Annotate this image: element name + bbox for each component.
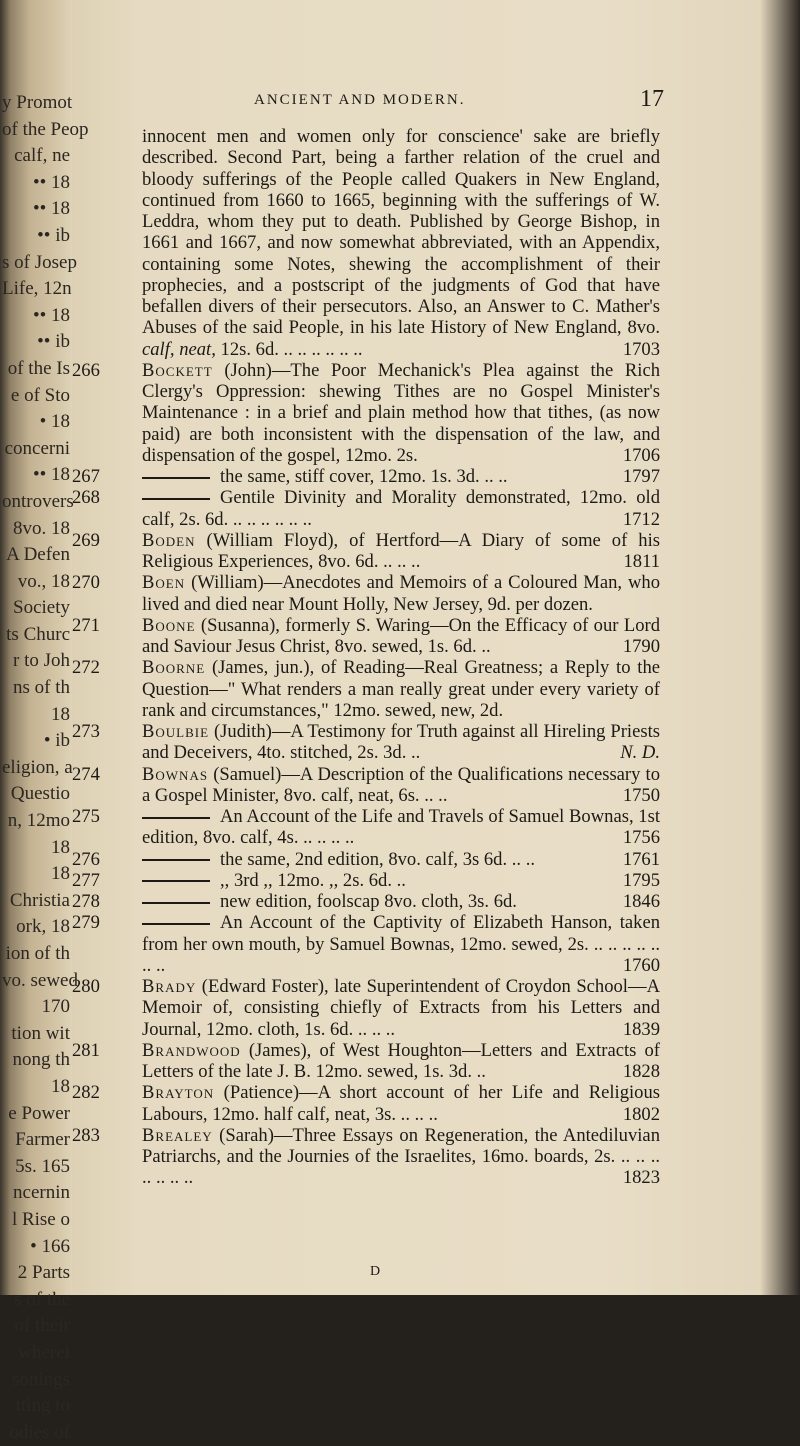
bleed-line: •• 18 (32, 304, 70, 326)
entry-number: 271 (72, 614, 100, 636)
bleed-line: ns of th (13, 677, 70, 699)
entry-number: 274 (72, 763, 100, 785)
bleed-line: nong th (12, 1049, 70, 1071)
entry-description: (William)—Anecdotes and Memoirs of a Coloured Man, who lived and died near Mount Holly, New Jersey, 9d. per dozen. (142, 572, 661, 615)
bleed-line: 18 (51, 1075, 70, 1097)
bleed-line: tion wit (11, 1022, 70, 1044)
entry-body (142, 1082, 660, 1125)
entry-number: 273 (72, 721, 100, 742)
catalogue-entry (72, 1082, 660, 1125)
bleed-line: 170 (41, 996, 70, 1018)
signature-mark: D (370, 1264, 381, 1279)
bleed-line: 8vo. 18 (13, 517, 70, 539)
entry-description: (Susanna), formerly S. Waring—On the Efficacy of our Lord and Saviour Jesus Christ, 8vo. sewed, 1s. 6d. .. (142, 614, 660, 657)
ditto-rule (142, 880, 210, 882)
bleed-line: eligion, a (2, 756, 73, 778)
entry-year: 1823 (622, 1167, 660, 1189)
entry-body (142, 912, 660, 976)
entry-year: 1811 (623, 551, 660, 572)
entry-description: the same, stiff cover, 12mo. 1s. 3d. .. .. (220, 466, 508, 487)
author-surname: Bockett (142, 359, 213, 381)
author-surname: Boorne (142, 657, 206, 679)
bleed-line: ncernin (13, 1182, 70, 1204)
entry-description: An Account of the Captivity of Elizabeth Hanson, taken from her own mouth, by Samuel Bownas, 12mo. sewed, 2s. .. .. .. .. .. .. .. (142, 912, 660, 976)
entry-number: 277 (72, 869, 100, 891)
leaders: .. .. .. .. .. .. (283, 338, 363, 360)
catalogue-entry (72, 487, 660, 530)
entry-year: 1846 (622, 891, 660, 912)
ditto-rule (142, 817, 210, 819)
entry-body (142, 891, 660, 912)
catalogue-entry (72, 721, 660, 764)
catalogue-text (72, 126, 661, 1189)
ditto-rule (142, 902, 210, 904)
bleed-line: s of the (14, 1288, 70, 1310)
bleed-line: •• 18 (32, 464, 70, 486)
entry-year: 1795 (622, 869, 660, 891)
bleed-line: of the Peop (2, 118, 89, 140)
bleed-line: 18 (51, 863, 70, 885)
bleed-line: 18 (51, 836, 70, 858)
entry-description: (William Floyd), of Hertford—A Diary of some of his Religious Experiences, 8vo. 6d. .. .. .. (142, 529, 660, 572)
entry-year: 1756 (622, 827, 660, 849)
bleed-line: s of Josep (2, 251, 77, 273)
catalogue-entry (72, 529, 660, 573)
entry-year: N. D. (620, 742, 660, 764)
catalogue-entry (72, 806, 660, 849)
entry-body (142, 487, 660, 530)
entry-description: (Patience)—A short account of her Life and Religious Labours, 12mo. half calf, neat, 3s. .. .. .. (142, 1082, 660, 1125)
author-surname: Brealey (142, 1124, 213, 1146)
entry-body (142, 870, 660, 891)
entry-number: 270 (72, 572, 100, 594)
entry-number: 266 (72, 359, 100, 381)
entry-list (72, 359, 661, 1189)
entry-year: 1797 (622, 466, 660, 487)
entry-description: (John)—The Poor Mechanick's Plea against the Rich Clergy's Oppression: shewing Tithes are no Gospel Minister's Maintenance : in a brief and plain method how that tithes, (as now paid) are both inconsistent with the dispensation of the law, and dispensation of the gospel, 12mo. 2s. (142, 359, 660, 466)
bleed-line: 5s. 165 (15, 1155, 70, 1177)
entry-year: 1712 (622, 508, 660, 530)
entry-body (142, 1125, 660, 1189)
entry-body (142, 466, 660, 487)
entry-year: 1760 (622, 954, 660, 976)
author-surname: Brandwood (142, 1039, 241, 1061)
bleed-line: Farmer (15, 1129, 70, 1151)
bleed-line: A Defen (6, 544, 70, 566)
entry-number: 276 (72, 848, 100, 870)
entry-description: (Sarah)—Three Essays on Regeneration, the Antediluvian Patriarchs, and the Journies of the Israelites, 16mo. boards, 2s. .. .. .. .. .. .. .. (142, 1124, 660, 1189)
catalogue-entry (72, 572, 661, 615)
ditto-rule (142, 923, 210, 925)
bleed-line: 18 (51, 703, 70, 725)
bleed-line: of the Is (7, 357, 70, 379)
author-surname: Boone (142, 614, 196, 636)
running-header (232, 86, 664, 118)
bleed-line: n, 12mo (7, 810, 70, 832)
entry-body (142, 1040, 660, 1083)
bleed-line: •• ib (37, 331, 70, 353)
bleed-line: calf, ne (14, 145, 70, 167)
entry-body (142, 721, 660, 764)
entry-year: 1761 (622, 848, 660, 870)
bleed-line: vo., 18 (17, 570, 70, 592)
entry-number: 272 (72, 657, 100, 679)
entry-number: 283 (72, 1124, 100, 1146)
page-number: 17 (640, 86, 664, 112)
entry-year: 1839 (622, 1018, 660, 1040)
entry-description: (Samuel)—A Description of the Qualifications necessary to a Gospel Minister, 8vo. calf, neat, 6s. .. .. (142, 763, 660, 806)
entry-number: 267 (72, 466, 100, 487)
entry-number: 268 (72, 487, 100, 509)
entry-description: the same, 2nd edition, 8vo. calf, 3s 6d. .. .. (220, 848, 536, 870)
entry-description: (Edward Foster), late Superintendent of Croydon School—A Memoir of, consisting chiefly of Extracts from his Letters and Journal, 12mo. cloth, 1s. 6d. .. .. .. (142, 976, 660, 1040)
bleed-line: concerni (4, 437, 70, 459)
bleed-line: e of Sto (10, 384, 70, 406)
entry-body (142, 764, 660, 807)
bleed-line: r to Joh (13, 650, 70, 672)
entry-year: 1828 (622, 1061, 660, 1082)
bleed-line: Life, 12n (2, 278, 72, 300)
entry-body (142, 615, 660, 658)
bleed-line: ork, 18 (16, 916, 70, 938)
bleed-line: ontrovers (2, 490, 74, 512)
bleed-line: wherei (18, 1341, 70, 1363)
catalogue-entry (72, 891, 660, 912)
ditto-rule (142, 859, 210, 861)
author-surname: Boen (142, 572, 186, 594)
bleed-line: Christia (9, 889, 70, 911)
catalogue-entry (72, 614, 660, 658)
entry-number: 269 (72, 529, 100, 551)
bleed-line: sonings (11, 1368, 70, 1390)
entry-description: (Judith)—A Testimony for Truth against all Hireling Priests and Deceivers, 4to. stitched, 2s. 3d. .. (142, 721, 660, 764)
bleed-line: vo. sewed (2, 969, 78, 991)
entry-number: 279 (72, 912, 100, 934)
entry-number: 278 (72, 891, 100, 912)
running-title: ANCIENT AND MODERN. (254, 92, 466, 108)
entry-number: 282 (72, 1082, 100, 1104)
entry-body (142, 572, 660, 615)
author-surname: Brayton (142, 1082, 215, 1104)
catalogue-entry (72, 1039, 661, 1083)
price: 12s. 6d. (220, 338, 279, 360)
entry-description: ,, 3rd ,, 12mo. ,, 2s. 6d. .. (220, 869, 406, 891)
bleed-line: 2 Parts (17, 1262, 70, 1284)
entry-description: new edition, foolscap 8vo. cloth, 3s. 6d. (220, 891, 517, 912)
entry-year: 1750 (622, 784, 660, 806)
entry-number: 280 (72, 976, 100, 997)
bleed-line: •• ib (37, 224, 70, 246)
bleed-line: of their (14, 1315, 70, 1337)
author-surname: Bownas (142, 763, 209, 785)
continued-entry-text: innocent men and women only for conscience' sake are briefly described. Second Part, being a farther relation of the cruel and bloody sufferings of the People called Quakers in New England, continued from 1660 to 1665, beginning with the sufferings of W. Leddra, whom they put to death. Published by George Bishop, in 1661 and 1667, and now somewhat abbreviated, with an Appendix, containing some Notes, shewing the accomplishment of their prophecies, and a postscript of the judgments of God that have befallen divers of their persecutors. Also, an Answer to C. Mather's Abuses of the said People, in his late History of New England, 8vo. (142, 126, 660, 339)
entry-body (142, 806, 660, 849)
author-surname: Boden (142, 529, 196, 551)
entry-body (142, 657, 660, 721)
entry-year: 1706 (622, 444, 660, 466)
bleed-line: •• 18 (32, 198, 70, 220)
bleed-line: tting to (15, 1395, 70, 1417)
author-surname: Boulbie (142, 721, 210, 742)
entry-body (142, 849, 660, 870)
catalogue-entry (72, 763, 660, 807)
entry-number: 281 (72, 1039, 100, 1061)
catalogue-entry (72, 976, 660, 1040)
bleed-line: Society (13, 597, 70, 619)
bleed-line: e Power (8, 1102, 70, 1124)
bleed-line: • 166 (30, 1235, 70, 1257)
binding: calf, (142, 338, 175, 360)
entry-description: (James, jun.), of Reading—Real Greatness; a Reply to the Question—" What renders a man really great under every variety of rank and circumstances," 12mo. sewed, new, 2d. (142, 657, 660, 721)
bleed-line: ts Churc (6, 623, 70, 645)
catalogue-entry (72, 912, 660, 976)
ditto-rule (142, 498, 210, 500)
continued-entry (142, 126, 660, 360)
bleed-line: • ib (43, 730, 70, 752)
catalogue-entry (72, 466, 660, 487)
ditto-rule (142, 477, 210, 479)
bleed-line: ion of th (5, 943, 70, 964)
entry-body (142, 976, 660, 1040)
catalogue-entry (72, 848, 660, 870)
entry-description: An Account of the Life and Travels of Samuel Bownas, 1st edition, 8vo. calf, 4s. .. .. .. .. (142, 806, 660, 849)
bleed-line: • 18 (39, 411, 70, 433)
entry-number: 275 (72, 806, 100, 827)
bleed-line: y Promot (2, 92, 73, 113)
entry-year: 1802 (622, 1103, 660, 1125)
bleed-line: odies of (9, 1421, 70, 1443)
catalogue-entry (72, 1124, 660, 1189)
entry-year: 1790 (622, 636, 660, 657)
year: 1703 (622, 338, 660, 360)
catalogue-entry (72, 359, 660, 466)
entry-body (142, 360, 660, 466)
catalogue-entry (72, 657, 660, 721)
author-surname: Brady (142, 976, 197, 997)
bleed-line: l Rise o (11, 1208, 70, 1230)
bleed-line: •• 18 (32, 171, 70, 193)
catalogue-entry (72, 869, 660, 891)
entry-body (142, 530, 660, 573)
condition: neat, (179, 338, 216, 360)
entry-description: Gentile Divinity and Morality demonstrated, 12mo. old calf, 2s. 6d. .. .. .. .. .. .. (142, 487, 660, 530)
bleed-line: Questio (10, 783, 70, 805)
entry-description: (James), of West Houghton—Letters and Extracts of Letters of the late J. B. 12mo. sewed, 1s. 3d. .. (142, 1039, 661, 1082)
